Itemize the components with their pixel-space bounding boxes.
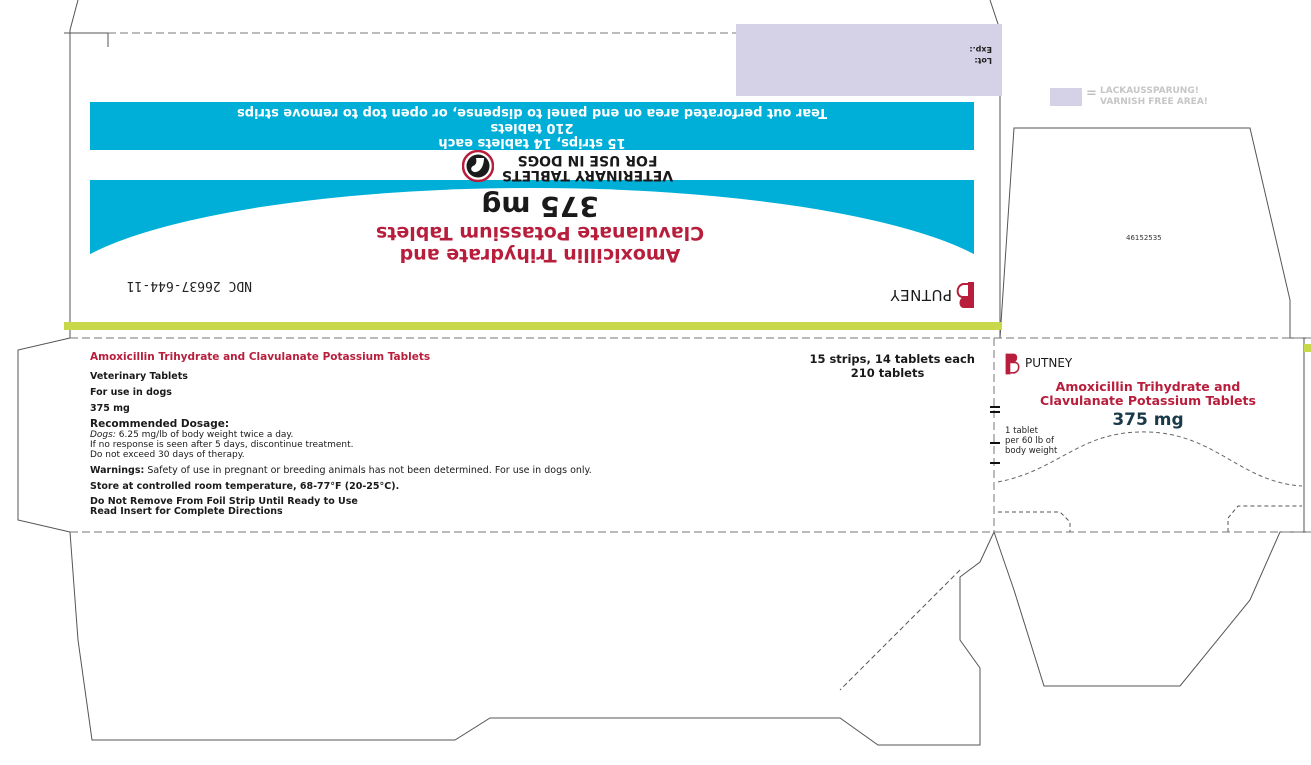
varnish-legend-text [1100, 86, 1300, 108]
dosage-dogs-text: 6.25 mg/lb of body weight twice a day. [118, 430, 294, 440]
dose-line-2: per 60 lb of [1005, 436, 1054, 446]
front-strips [760, 352, 975, 380]
warnings [90, 465, 750, 476]
foil-text: Do Not Remove From Foil Strip Until Ready to Use [90, 496, 358, 507]
dosage-dogs [90, 430, 750, 440]
putney-logo-rotated [858, 276, 976, 314]
varnish-legend-swatch [1050, 88, 1082, 106]
front-strips-line-1: 15 strips, 14 tablets each [809, 352, 975, 366]
code-number: 46152535 [1126, 234, 1162, 242]
varnish-legend-line-1: LACKAUSSPARUNG! [1100, 86, 1199, 96]
rotated-title-line-2: Clavulanate Potassium Tablets [375, 222, 705, 244]
top-band-text [90, 102, 974, 150]
green-divider-bar-right [1304, 344, 1311, 352]
tear-instruction: Tear out perforated area on end panel to dispense, or open top to remove strips [236, 105, 828, 120]
varnish-legend-line-2: VARNISH FREE AREA! [1100, 97, 1208, 107]
front-title: Amoxicillin Trihydrate and Clavulanate Potassium Tablets [90, 351, 431, 363]
dosage-heading: Recommended Dosage: [90, 418, 230, 430]
putney-logo [1003, 353, 1103, 375]
vet-line-1: VETERINARY TABLETS [501, 167, 674, 183]
green-divider-bar [64, 322, 1002, 330]
end-title-line-1: Amoxicillin Trihydrate and [1055, 379, 1241, 394]
putney-wordmark: PUTNEY [1025, 356, 1073, 370]
rotated-title-line-1: Amoxicillin Trihydrate and [399, 244, 681, 266]
dosage-line-2: If no response is seen after 5 days, discontinue treatment. [90, 440, 354, 450]
storage-text: Store at controlled room temperature, 68-77°F (20-25°C). [90, 481, 400, 492]
top-tablets-text: 210 tablets [490, 120, 574, 135]
putney-logo-mark [956, 280, 976, 310]
dosage-line-3: Do not exceed 30 days of therapy. [90, 450, 245, 460]
end-title-line-2: Clavulanate Potassium Tablets [1040, 393, 1256, 408]
front-info [90, 366, 750, 517]
putney-logo-mark-small [1003, 352, 1021, 376]
ndc-number: NDC 26637-644-11 [126, 278, 252, 293]
for-dogs-text: For use in dogs [90, 387, 172, 398]
front-strength: 375 mg [90, 403, 130, 414]
rotated-title [300, 186, 780, 266]
warnings-label: Warnings: [90, 465, 145, 476]
veterinary-block [455, 150, 675, 182]
dose-line-1: 1 tablet [1005, 426, 1038, 436]
putney-wordmark-rotated: PUTNEY [889, 286, 952, 304]
varnish-legend-equals: = [1086, 86, 1097, 101]
rotated-strength: 375 mg [481, 190, 599, 223]
vet-tablets-text: Veterinary Tablets [90, 371, 188, 382]
exp-label: Exp.: [969, 45, 992, 54]
dog-icon [462, 150, 494, 182]
warnings-text: Safety of use in pregnant or breeding animals has not been determined. For use in dogs only. [147, 465, 592, 476]
lot-exp-text [940, 36, 992, 66]
vet-line-2: FOR USE IN DOGS [517, 152, 658, 168]
lot-label: Lot: [974, 56, 992, 65]
end-panel-strength: 375 mg [1112, 410, 1184, 430]
veterinary-text [500, 152, 675, 182]
insert-text: Read Insert for Complete Directions [90, 506, 283, 517]
dosage-dogs-label: Dogs: [90, 430, 116, 440]
end-panel-title [1015, 380, 1281, 408]
top-strips-text: 15 strips, 14 tablets each [438, 135, 626, 150]
dose-line-3: body weight [1005, 446, 1058, 456]
end-panel-dose [1005, 426, 1085, 456]
front-strips-line-2: 210 tablets [850, 366, 925, 380]
